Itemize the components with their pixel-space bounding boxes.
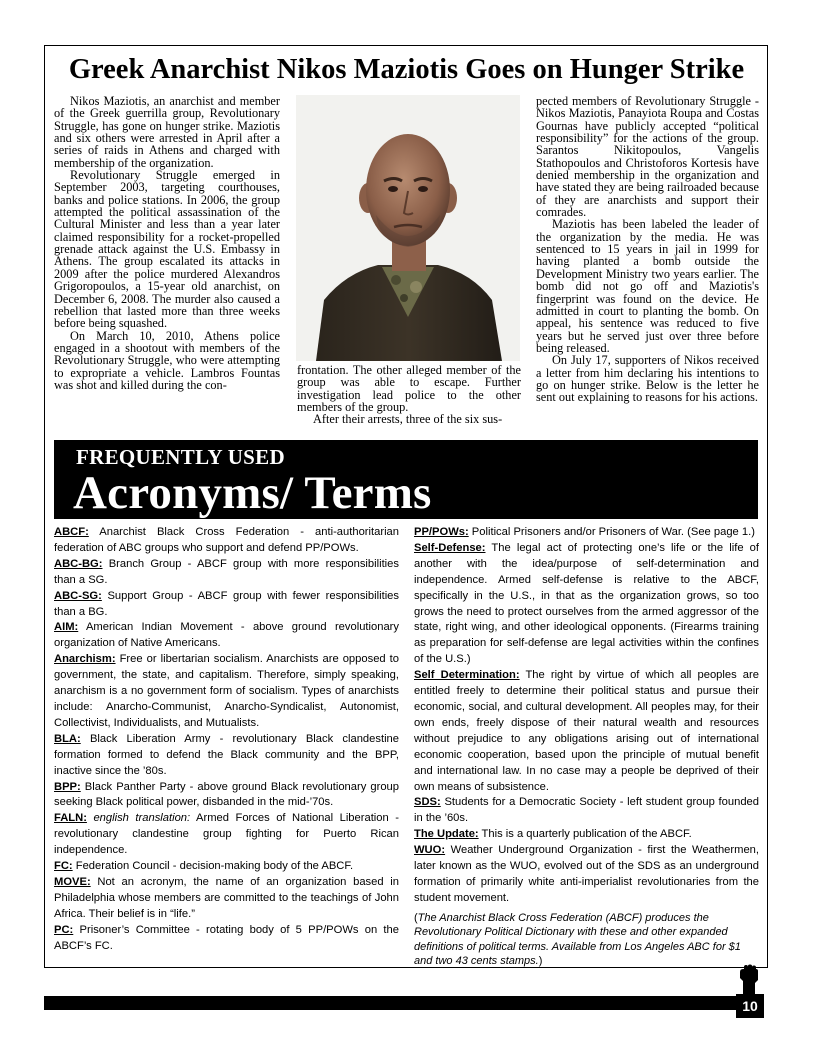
term-definition: Branch Group - ABCF group with more responsibilities than a SG. [54,557,399,586]
term-entry [54,589,399,621]
term-entry [414,525,759,541]
page-number: 10 [736,994,764,1018]
term-name: Self Determination: [414,669,520,682]
term-entry [414,843,759,907]
banner-title: Acronyms/ Terms [73,467,432,519]
term-entry [414,541,759,668]
term-entry [54,557,399,589]
terms-column-right [414,525,759,969]
term-entry [414,668,759,795]
term-definition: Free or libertarian socialism. Anarchists are opposed to government, the state, and capitalism. Therefore, simply speaking, anarchism is a no government form of socialism. Types of anarchists include: Anarcho-Communist, Anarcho-Syndicalist, Autonomist, Collectivist, Individualists, and Mutualists. [54,653,399,729]
term-name: PP/POWs: [414,526,469,538]
term-entry [414,827,759,843]
article-paragraph: On March 10, 2010, Athens police engaged in a shootout with members of the Revolutionary Struggle, who were attempting to expropriate a vehicle. Lambros Fountas was shot and killed during the con- [54,328,280,392]
article-column-middle [297,364,521,426]
term-name: BPP: [54,780,81,793]
article-paragraph: On July 17, supporters of Nikos received a letter from him declaring his intentions to go on hunger strike. Below is the letter he sent out explaining to reasons for his actions. [536,353,759,405]
term-definition: Anarchist Black Cross Federation - anti-authoritarian federation of ABC groups who support and defend PP/POWs. [54,526,399,554]
raised-fist-icon [734,964,764,994]
article-paragraph: Nikos Maziotis, an anarchist and member of the Greek guerrilla group, Revolutionary Struggle, has gone on hunger strike. Maziotis and six others were arrested in April after a series of raids in Athens and charged with membership of the organization. [54,94,280,170]
article-paragraph: frontation. The other alleged member of the group was able to escape. Further investigation lead police to the other members of the group. [297,363,521,415]
term-definition: The right by virtue of which all peoples are entitled freely to determine their political status and pursue their economic, social, and cultural development. All peoples may, for their own ends, freely dispose of their natural wealth and resources without prejudice to any obligations arising out of international economic cooperation, based upon the principle of mutual benefit and international law. In no case may a people be deprived of their own means of subsistence. [414,669,759,793]
term-definition: Federation Council - decision-making body of the ABCF. [72,860,354,873]
term-definition: This is a quarterly publication of the ABCF. [478,828,692,841]
term-definition: Black Panther Party - above ground Black revolutionary group seeking Black political power, disbanded in the mid-’70s. [54,780,399,809]
term-definition: Black Liberation Army - revolutionary Black clandestine formation formed to defend the Black community and the BPP, inactive since the ’80s. [54,732,399,777]
portrait-photo [296,95,520,361]
term-name: BLA: [54,732,81,745]
term-entry [54,780,399,812]
term-name: FALN: [54,812,87,825]
term-name: PC: [54,923,74,936]
term-entry [54,923,399,955]
term-definition: Armed Forces of National Liberation - revolutionary clandestine group fighting for Puerto Rican independence. [54,812,399,857]
article-paragraph: After their arrests, three of the six sus- [313,412,503,427]
term-entry [54,652,399,732]
term-entry [54,875,399,923]
term-name: The Update: [414,828,479,841]
article-paragraph: Maziotis has been labeled the leader of the organization by the media. He was sentenced to 15 years in jail in 1999 for having planted a bomb outside the Development Ministry two years earlier. The bomb did not go off and Maziotis's fingerprint was found on the device. He admitted in court to planting the bomb. On appeal, his sentence was reduced to five years but he served just over three before being released. [536,217,759,355]
term-name: ABC-BG: [54,557,103,570]
note-close-paren: ) [538,955,543,968]
term-name: SDS: [414,796,441,809]
term-name: ABC-SG: [54,589,102,602]
term-name: AIM: [54,621,79,634]
term-definition: American Indian Movement - above ground revolutionary organization of Native Americans. [54,621,399,650]
term-definition: Political Prisoners and/or Prisoners of War. (See page 1.) [468,526,755,538]
term-entry [54,811,399,859]
publication-note [414,911,759,969]
term-name: Self-Defense: [414,541,486,554]
term-name: ABCF: [54,526,89,538]
term-definition: The legal act of protecting one’s life or the life of another with the idea/purpose of self-determination and independence. Armed self-defense is relative to the ABCF, specifically in the U.S., in that as the organization grows, so too grows the need to protect ourselves from the armed aggressor of the state, right wing, and other ideological opponents. (Firearms training as preparation for self-defense are legal activities within the confines of the U.S.) [414,541,759,666]
term-entry [414,795,759,827]
footer-bar [44,996,736,1010]
term-entry [54,525,399,557]
article-column-left [54,95,280,391]
article-paragraph: pected members of Revolutionary Struggle - Nikos Maziotis, Panayiota Roupa and Costas Gournas have publicly accepted “political responsibility” for the actions of the group. Sarantos Nikitopoulos, Vangelis Stathopoulos and Christoforos Kortesis have denied membership in the organization and have stated they are being railroaded because of they are anarchists and support their comrades. [536,94,759,220]
term-note: english translation: [86,812,191,825]
term-definition: Weather Underground Organization - first the Weathermen, later known as the WUO, evolved out of the SDS as an underground formation of primarily white anti-imperialist revolutionaries from the student movement. [414,844,759,904]
term-entry [54,620,399,652]
term-name: FC: [54,860,73,873]
article-column-right [536,95,759,404]
terms-column-left [54,525,399,954]
section-banner [54,440,758,519]
term-definition: Prisoner’s Committee - rotating body of 5 PP/POWs on the ABCF’s FC. [54,923,399,952]
term-name: MOVE: [54,875,91,888]
note-open-paren: ( [414,911,418,924]
term-definition: Students for a Democratic Society - left student group founded in the ’60s. [414,796,759,825]
term-name: Anarchism: [54,653,116,666]
note-text: The Anarchist Black Cross Federation (ABCF) produces the Revolutionary Political Dictionary with these and other expanded definitions of political terms. Available from Los Angeles ABC for $1 and two 43 cents stamps. [414,911,741,968]
term-definition: Support Group - ABCF group with fewer responsibilities than a BG. [54,589,399,618]
article-paragraph: Revolutionary Struggle emerged in September 2003, targeting courthouses, banks and police stations. In 2006, the group attempted the political assassination of the Cultural Minister and less than a year later claimed responsibility for a rocket-propelled grenade attack against the U.S. Embassy in Athens. The group escalated its attacks in 2009 after the police murdered Alexandros Grigoropoulos, a 15-year old anarchist, on December 6, 2008. The murder also caused a rebellion that lasted more than three weeks before being squashed. [54,168,280,331]
term-name: WUO: [414,844,446,857]
banner-kicker: FREQUENTLY USED [76,445,285,469]
term-entry [54,859,399,875]
term-definition: Not an acronym, the name of an organization based in Philadelphia whose members are committed to the teachings of John Africa. Their belief is in “life.” [54,875,399,920]
article-headline: Greek Anarchist Nikos Maziotis Goes on Hunger Strike [68,54,745,85]
term-entry [54,732,399,780]
